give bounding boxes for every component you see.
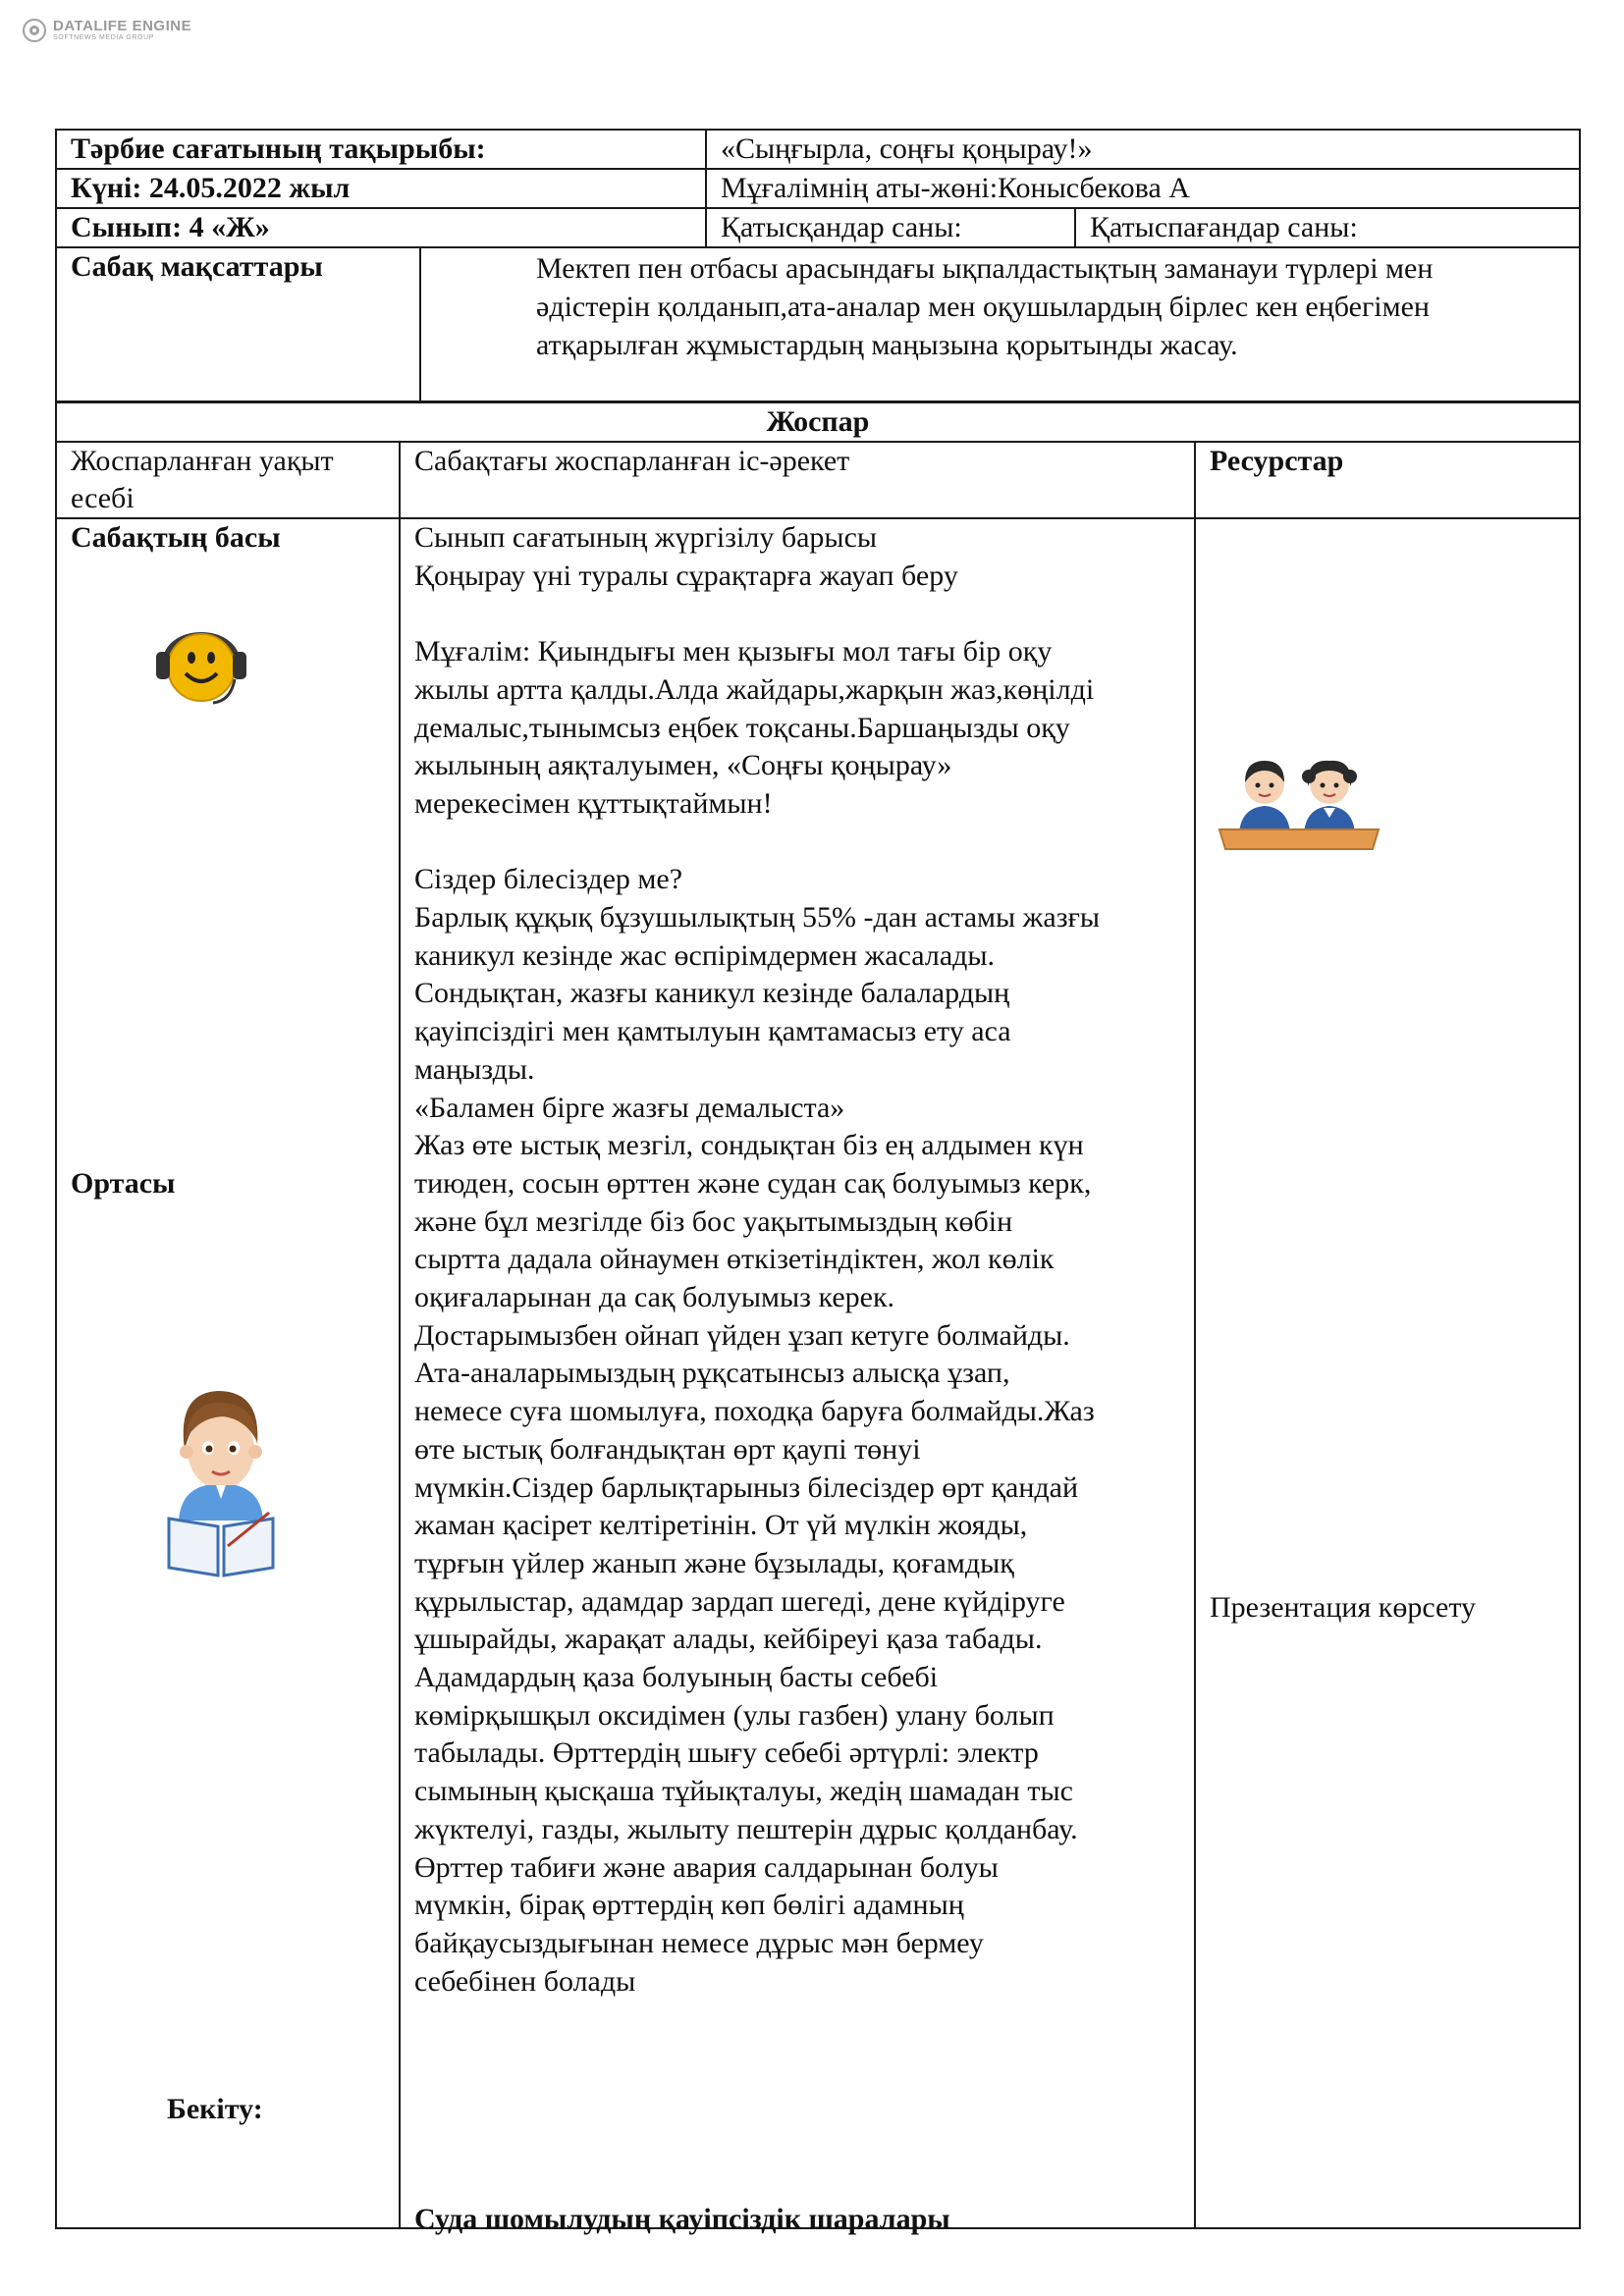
class-label: Сынып: 4 «Ж» xyxy=(56,208,706,247)
plan-title: Жоспар xyxy=(56,402,1580,442)
col-header-activity: Сабақтағы жоспарланған іс-әрекет xyxy=(400,442,1195,518)
boy-reading-icon xyxy=(167,1383,275,1579)
watermark-logo xyxy=(22,18,191,43)
goals-label: Сабақ мақсаттары xyxy=(56,247,420,401)
activity-cell xyxy=(400,518,1195,2235)
goals-text: Мектеп пен отбасы арасындағы ықпалдастықтың заманауи түрлері мен әдістерін қолданып,ата-аналар мен оқушылардың бірлес кен еңбегімен атқарылған жұмыстардың маңызына қорытынды жасау. xyxy=(420,247,1580,401)
intro-paragraph: Сынып сағатының жүргізілу барысы Қоңырау үні туралы сұрақтарға жауап беру xyxy=(414,521,958,592)
watermark-sub: SOFTNEWS MEDIA GROUP xyxy=(53,34,155,41)
stage-start: Сабақтың басы xyxy=(71,521,281,554)
watermark-brand: DATALIFE ENGINE xyxy=(53,18,192,34)
spacer xyxy=(414,595,1180,633)
col-header-time: Жоспарланған уақыт есебі xyxy=(56,442,400,518)
stages-cell xyxy=(56,518,400,2228)
safety-text: Сіздер білесіздер ме? Барлық құқық бұзушылықтың 55% -дан астамы жазғы каникул кезінде жас өспірімдермен жасалады. Сондықтан, жазғы каникул кезінде балалардың қауіпсіздігі мен қамтылуын қамтамасыз ету аса маңызды. «Баламен бірге жазғы демалыста» Жаз өте ыстық мезгіл, сондықтан біз ең алдымен күн тиюден, сосын өрттен және судан сақ болуымыз керк, және бұл мезгілде біз бос уақытымыздың көбін сыртта дадала ойнаумен өткізетіндіктен, жол көлік оқиғаларынан да сақ болуымыз керек. Достарымызбен ойнап үйден ұзап кетуге болмайды. Ата-аналарымыздың рұқсатынсыз алысқа ұзап, немесе суға шомылуға, походқа баруға болмайды.Жаз өте ыстық болғандықтан өрт қаупі төнуі мүмкін.Сіздер барлықтарыныз білесіздер өрт қандай жаман қасірет келтіретінін. От үй мүлкін жояды, тұрғын үйлер жанып және бұзылады, қоғамдық құрылыстар, адамдар зардап шегеді, дене күйдіруге ұшырайды, жарақат алады, кейбіреуі қаза табады. Адамдардың қаза болуының басты себебі көмірқышқыл оксидімен (улы газбен) улану болып табылады. Өрттердің шығу себебі әртүрлі: электр сымының қысқаша тұйықталуы, жедің шамадан тыс жүктелуі, газды, жылыту пештерін дұрыс қолданбау. Өрттер табиғи және авария салдарынан болуы мүмкін, бірақ өрттердің көп бөлігі адамның байқаусыздығынан немесе дұрыс мән бермеу себебінен болады xyxy=(414,863,1101,1998)
final-heading: Суда шомылудың қауіпсіздік шаралары xyxy=(414,2203,950,2235)
stage-middle: Ортасы xyxy=(71,1167,176,1200)
teacher-name: Мұғалімнің аты-жөні:Конысбекова А xyxy=(706,169,1580,208)
stage-end: Бекіту: xyxy=(167,2093,263,2125)
date-label: Күні: 24.05.2022 жыл xyxy=(56,169,706,208)
col-header-resources: Ресурстар xyxy=(1195,442,1580,518)
headphones-smiley-icon xyxy=(152,611,250,709)
spacer xyxy=(414,824,1180,862)
eye-icon xyxy=(22,18,47,43)
topic-value: «Сыңғырла, соңғы қоңырау!» xyxy=(706,130,1580,169)
pupils-at-desk-icon xyxy=(1216,755,1382,853)
absent-count-label: Қатыспағандар саны: xyxy=(1075,208,1580,247)
present-count-label: Қатысқандар саны: xyxy=(706,208,1075,247)
plan-table xyxy=(55,401,1581,2235)
resource-presentation: Презентация көрсету xyxy=(1210,1591,1477,1624)
lesson-info-table xyxy=(55,129,1581,402)
teacher-greeting: Мұғалім: Қиындығы мен қызығы мол тағы бір оқу жылы артта қалды.Алда жайдары,жарқын жаз,көңілді демалыс,тынымсыз еңбек тоқсаны.Баршаңызды оқу жылының аяқталуымен, «Соңғы қоңырау» мерекесімен құттықтаймын! xyxy=(414,635,1095,820)
topic-label: Тәрбие сағатының тақырыбы: xyxy=(56,130,706,169)
resources-cell xyxy=(1195,518,1580,2228)
